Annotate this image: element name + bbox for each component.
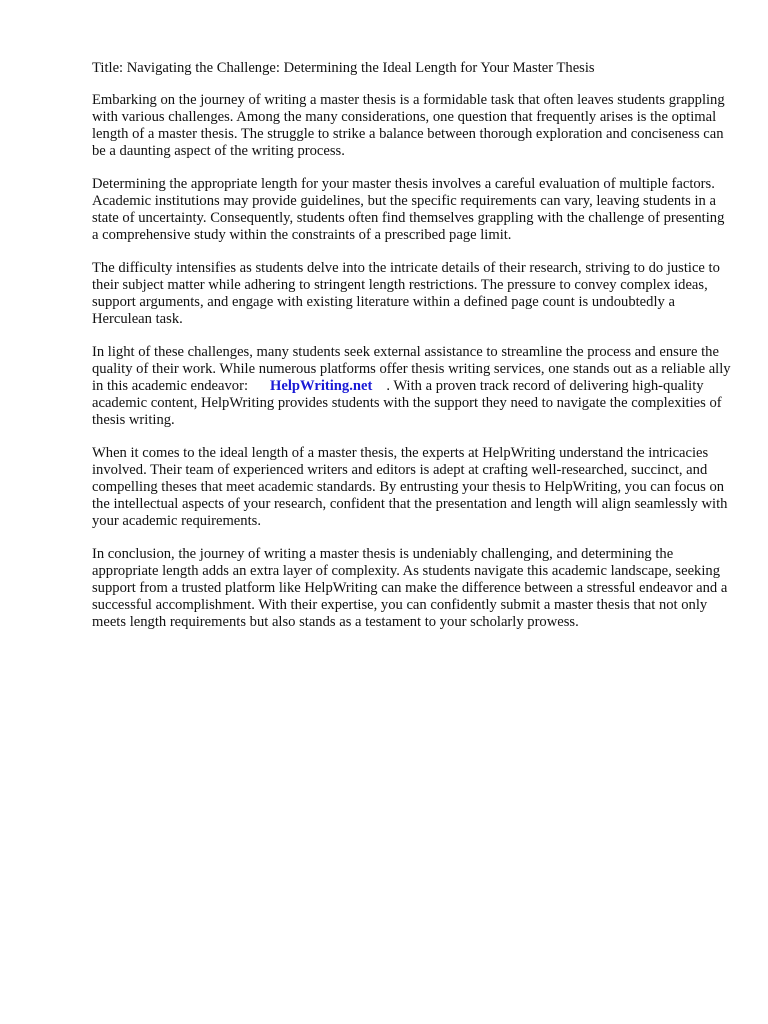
paragraph-external-assistance: [92, 344, 732, 429]
paragraph-link-trail-text: . With a proven track record of delivering high-quality academic content, HelpWriting provides students with the support they need to navigate the complexities of thesis writing.: [92, 378, 722, 428]
helpwriting-link[interactable]: HelpWriting.net: [270, 378, 373, 394]
document-title: Title: Navigating the Challenge: Determining the Ideal Length for Your Master Thesis: [92, 60, 595, 76]
paragraph-link-lead-text: In light of these challenges, many students seek external assistance to streamline the process and ensure the quality of their work. While numerous platforms offer thesis writing services, one stands out as a reliable ally in this academic endeavor:: [92, 344, 731, 394]
paragraph-intro: Embarking on the journey of writing a master thesis is a formidable task that often leaves students grappling with various challenges. Among the many considerations, one question that frequently arises is the optimal length of a master thesis. The struggle to strike a balance between thorough exploration and conciseness can be a daunting aspect of the writing process.: [92, 92, 725, 159]
paragraph-conclusion: In conclusion, the journey of writing a master thesis is undeniably challenging, and determining the appropriate length adds an extra layer of complexity. As students navigate this academic landscape, seeking support from a trusted platform like HelpWriting can make the difference between a stressful endeavor and a successful accomplishment. With their expertise, you can confidently submit a master thesis that not only meets length requirements but also stands as a testament to your scholarly prowess.: [92, 546, 728, 630]
paragraph-experts: When it comes to the ideal length of a master thesis, the experts at HelpWriting understand the intricacies involved. Their team of experienced writers and editors is adept at crafting well-researched, succinct, and compelling theses that meet academic standards. By entrusting your thesis to HelpWriting, you can focus on the intellectual aspects of your research, confident that the presentation and length will align seamlessly with your academic requirements.: [92, 445, 728, 529]
paragraph-length-factors: Determining the appropriate length for your master thesis involves a careful evaluation of multiple factors. Academic institutions may provide guidelines, but the specific requirements can vary, leaving students in a state of uncertainty. Consequently, students often find themselves grappling with the challenge of presenting a comprehensive study within the constraints of a prescribed page limit.: [92, 176, 725, 243]
document-body: [92, 60, 732, 647]
paragraph-difficulty: The difficulty intensifies as students delve into the intricate details of their research, striving to do justice to their subject matter while adhering to stringent length restrictions. The pressure to convey complex ideas, support arguments, and engage with existing literature within a defined page count is undoubtedly a Herculean task.: [92, 260, 720, 327]
